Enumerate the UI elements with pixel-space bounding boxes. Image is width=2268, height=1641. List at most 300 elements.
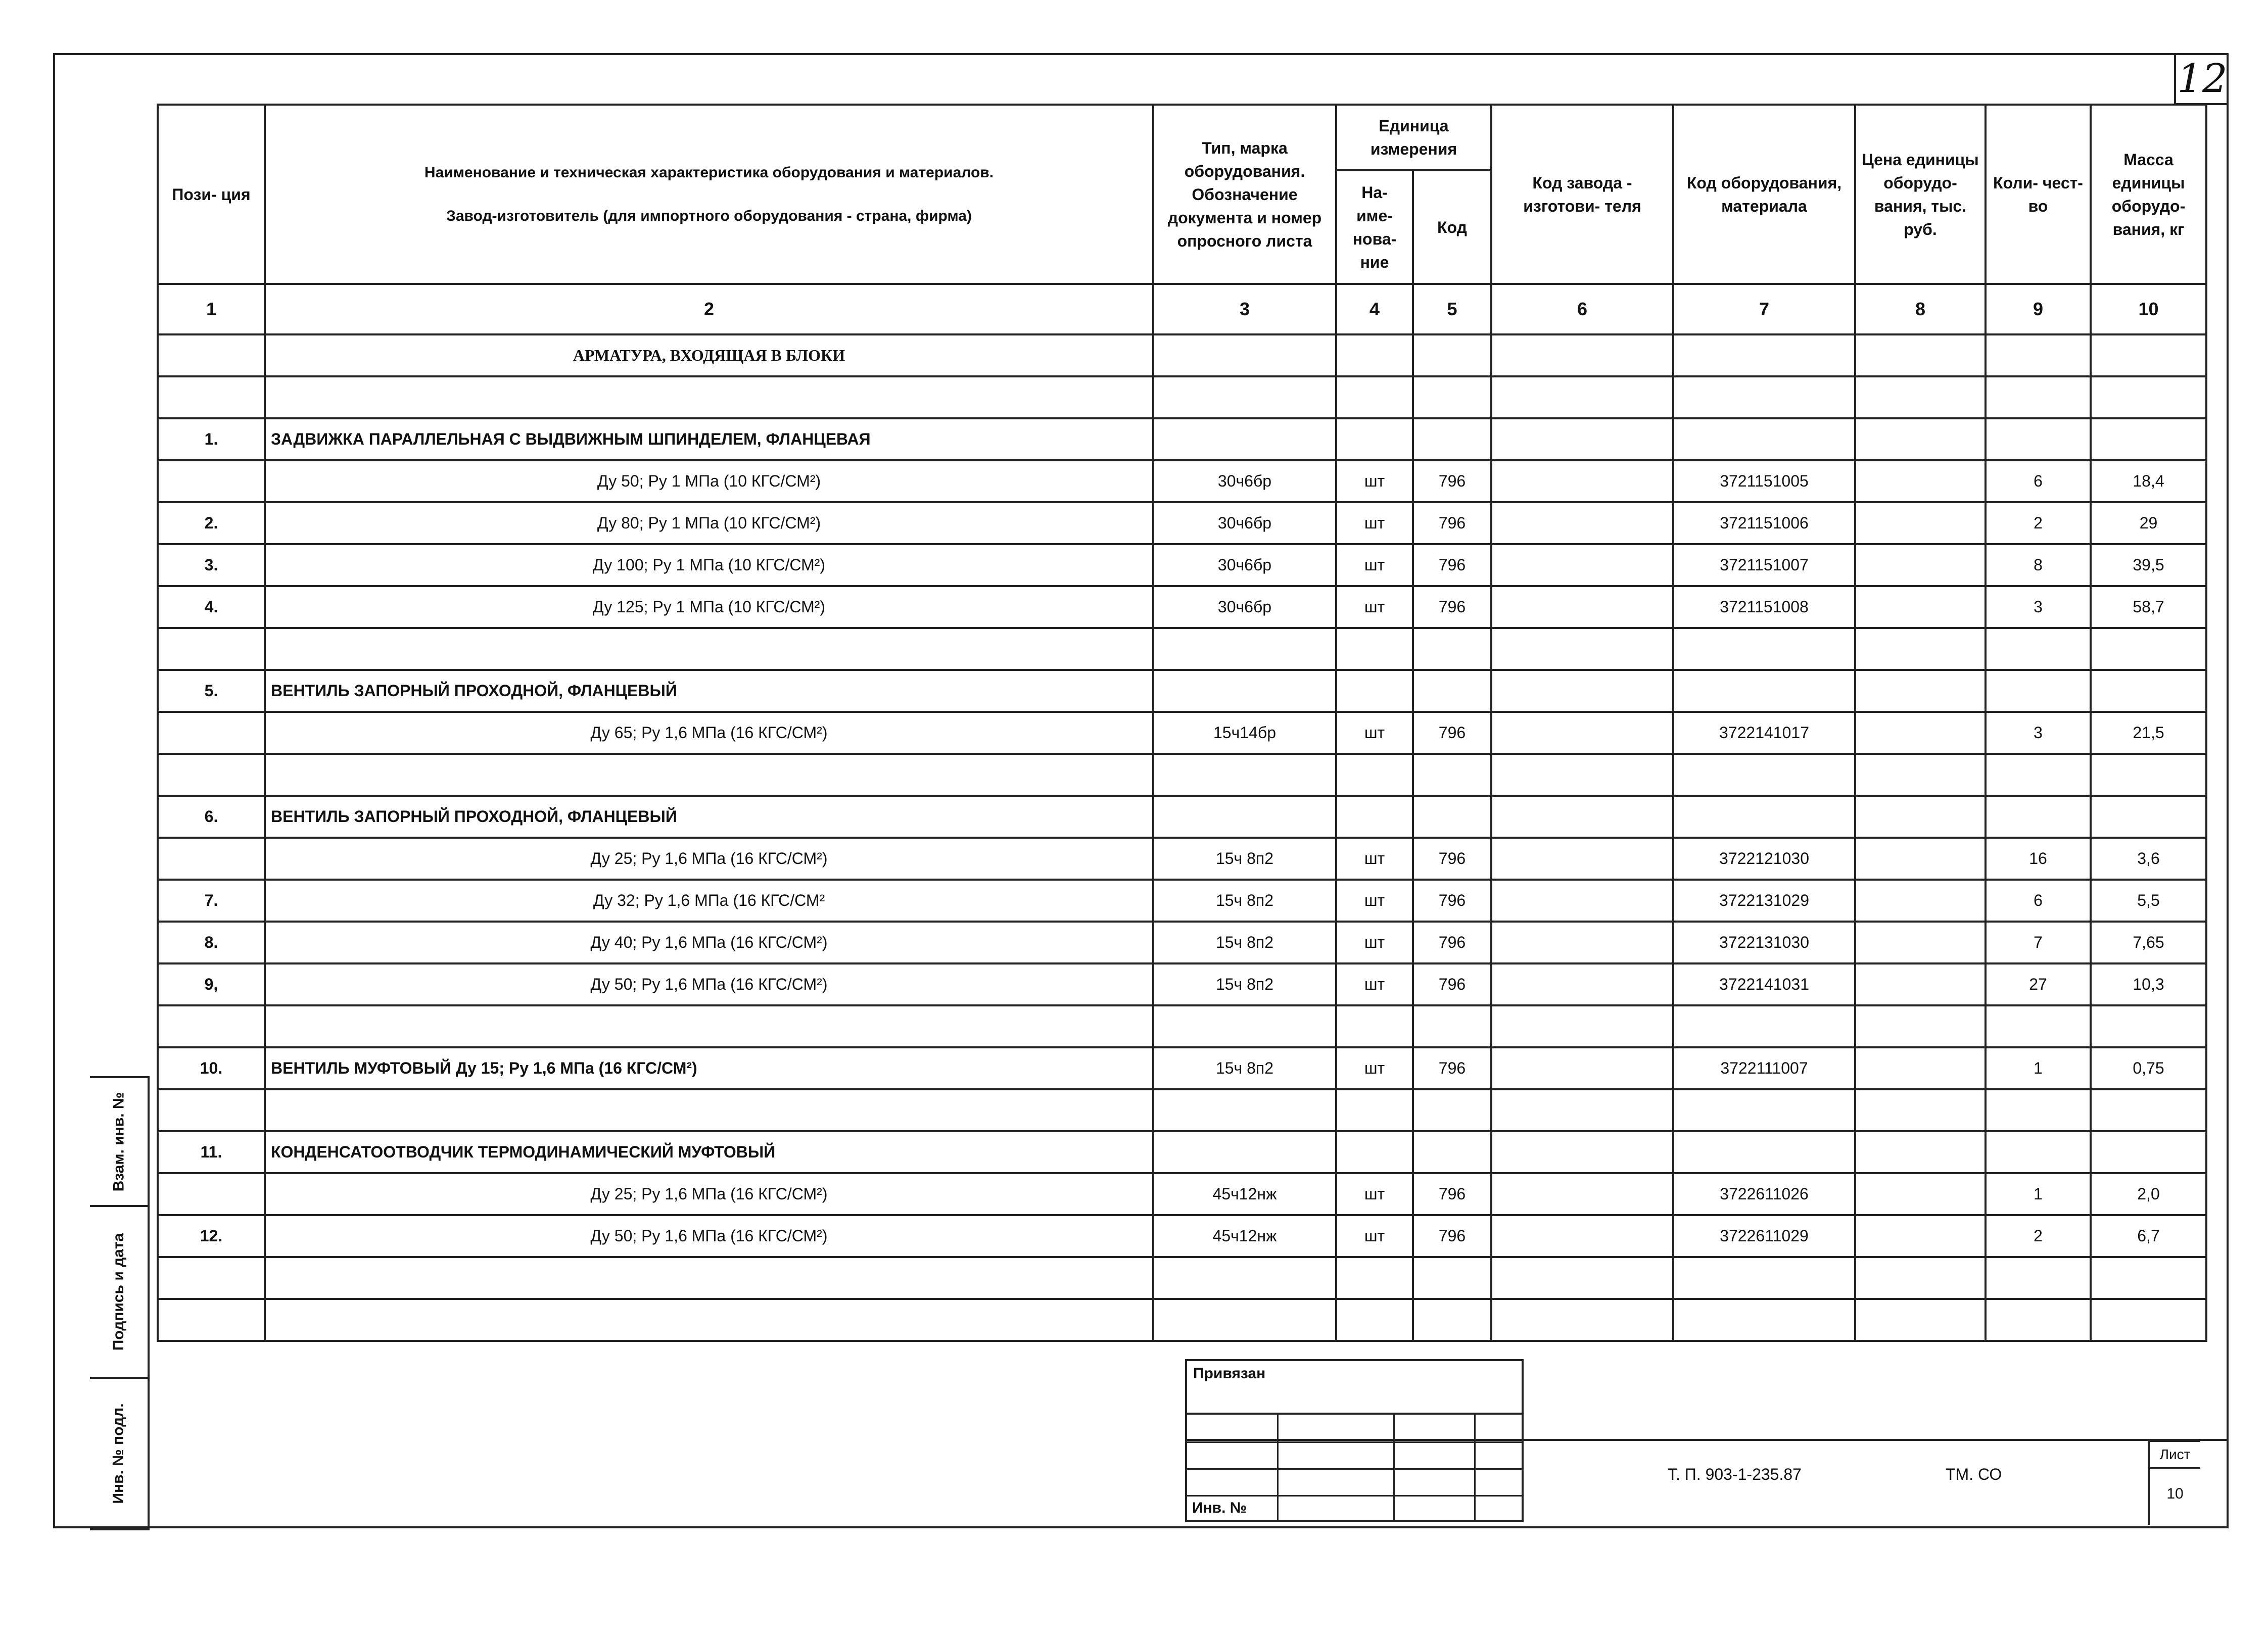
unit-cell (1336, 418, 1413, 460)
name-cell: Ду 32; Ру 1,6 МПа (16 КГС/СМ² (265, 880, 1153, 922)
col-header-mass: Масса единицы оборудо- вания, кг (2091, 105, 2206, 284)
mass-cell (2091, 1005, 2206, 1047)
unit-code-cell (1413, 418, 1491, 460)
price-cell (1855, 1257, 1986, 1299)
stamp-grid (1187, 1415, 1522, 1522)
unit-code-cell (1413, 1131, 1491, 1173)
name-cell (265, 1005, 1153, 1047)
equipment-code-cell: 3722141017 (1673, 712, 1855, 754)
position-cell (158, 1005, 265, 1047)
table-row (158, 1047, 2206, 1089)
plant-code-cell (1491, 1131, 1673, 1173)
unit-cell: шт (1336, 963, 1413, 1005)
mass-cell (2091, 1089, 2206, 1131)
name-cell: ЗАДВИЖКА ПАРАЛЛЕЛЬНАЯ С ВЫДВИЖНЫМ ШПИНДЕЛЕМ, ФЛАНЦЕВАЯ (265, 418, 1153, 460)
document-code: Т. П. 903-1-235.87 (1668, 1465, 1802, 1483)
quantity-cell (1986, 796, 2091, 838)
plant-code-cell (1491, 1215, 1673, 1257)
unit-code-cell: 796 (1413, 963, 1491, 1005)
quantity-cell: 8 (1986, 544, 2091, 586)
plant-code-cell (1491, 1257, 1673, 1299)
table-row (158, 460, 2206, 502)
quantity-cell (1986, 1089, 2091, 1131)
type-cell (1153, 796, 1336, 838)
sheet-number: 10 (2166, 1485, 2184, 1502)
stamp-line (1187, 1468, 1522, 1470)
name-cell: Ду 50; Ру 1,6 МПа (16 КГС/СМ²) (265, 1215, 1153, 1257)
equipment-code-cell: 3722121030 (1673, 838, 1855, 880)
name-cell: КОНДЕНСАТООТВОДЧИК ТЕРМОДИНАМИЧЕСКИЙ МУФТОВЫЙ (265, 1131, 1153, 1173)
unit-cell (1336, 1299, 1413, 1341)
equipment-code-cell (1673, 628, 1855, 670)
type-cell: 15ч 8п2 (1153, 880, 1336, 922)
col-header-type: Тип, марка оборудования. Обозначение документа и номер опросного листа (1153, 105, 1336, 284)
mass-cell (2091, 1131, 2206, 1173)
stamp-line (1277, 1415, 1279, 1522)
price-cell (1855, 754, 1986, 796)
col-header-name-line1: Наименование и техническая характеристика оборудования и материалов. (424, 164, 994, 181)
plant-code-cell (1491, 586, 1673, 628)
type-cell: 30ч6бр (1153, 544, 1336, 586)
stamp-inv-no: Инв. № (1192, 1500, 1247, 1516)
unit-code-cell: 796 (1413, 460, 1491, 502)
plant-code-cell (1491, 334, 1673, 376)
price-cell (1855, 922, 1986, 963)
table-row (158, 838, 2206, 880)
unit-code-cell: 796 (1413, 1173, 1491, 1215)
plant-code-cell (1491, 712, 1673, 754)
price-cell (1855, 1005, 1986, 1047)
plant-code-cell (1491, 544, 1673, 586)
unit-code-cell (1413, 1299, 1491, 1341)
position-cell: 2. (158, 502, 265, 544)
price-cell (1855, 376, 1986, 418)
column-number: 5 (1413, 284, 1491, 334)
stamp-line (1187, 1495, 1522, 1497)
position-cell: 12. (158, 1215, 265, 1257)
position-cell: 3. (158, 544, 265, 586)
col-header-name-line2: Завод-изготовитель (для импортного оборудования - страна, фирма) (446, 207, 972, 224)
type-cell (1153, 1089, 1336, 1131)
col-header-unit-name: На- име- нова- ние (1336, 170, 1413, 284)
quantity-cell: 27 (1986, 963, 2091, 1005)
price-cell (1855, 418, 1986, 460)
name-cell: ВЕНТИЛЬ ЗАПОРНЫЙ ПРОХОДНОЙ, ФЛАНЦЕВЫЙ (265, 670, 1153, 712)
mass-cell: 7,65 (2091, 922, 2206, 963)
price-cell (1855, 502, 1986, 544)
name-cell: Ду 80; Ру 1 МПа (10 КГС/СМ²) (265, 502, 1153, 544)
name-cell (265, 628, 1153, 670)
equipment-code-cell: 3721151006 (1673, 502, 1855, 544)
quantity-cell: 16 (1986, 838, 2091, 880)
mass-cell (2091, 334, 2206, 376)
plant-code-cell (1491, 1047, 1673, 1089)
position-cell (158, 334, 265, 376)
price-cell (1855, 963, 1986, 1005)
name-cell: Ду 25; Ру 1,6 МПа (16 КГС/СМ²) (265, 838, 1153, 880)
plant-code-cell (1491, 670, 1673, 712)
name-cell (265, 1089, 1153, 1131)
unit-code-cell: 796 (1413, 922, 1491, 963)
table-row (158, 1299, 2206, 1341)
position-cell: 10. (158, 1047, 265, 1089)
type-cell (1153, 670, 1336, 712)
equipment-code-cell: 3722131030 (1673, 922, 1855, 963)
price-cell (1855, 1215, 1986, 1257)
equipment-code-cell: 3721151005 (1673, 460, 1855, 502)
column-number: 3 (1153, 284, 1336, 334)
plant-code-cell (1491, 502, 1673, 544)
table-row (158, 754, 2206, 796)
price-cell (1855, 460, 1986, 502)
position-cell (158, 1257, 265, 1299)
price-cell (1855, 1047, 1986, 1089)
side-label-signature: Подпись и дата (90, 1207, 150, 1379)
unit-cell (1336, 796, 1413, 838)
position-cell (158, 1299, 265, 1341)
equipment-code-cell: 3722141031 (1673, 963, 1855, 1005)
name-cell: Ду 65; Ру 1,6 МПа (16 КГС/СМ²) (265, 712, 1153, 754)
plant-code-cell (1491, 376, 1673, 418)
type-cell (1153, 754, 1336, 796)
quantity-cell: 2 (1986, 502, 2091, 544)
position-cell (158, 1173, 265, 1215)
sheet-label: Лист (2150, 1442, 2200, 1469)
plant-code-cell (1491, 796, 1673, 838)
table-row (158, 1215, 2206, 1257)
plant-code-cell (1491, 963, 1673, 1005)
table-row (158, 963, 2206, 1005)
table-row (158, 796, 2206, 838)
quantity-cell: 6 (1986, 880, 2091, 922)
name-cell: Ду 50; Ру 1,6 МПа (16 КГС/СМ²) (265, 963, 1153, 1005)
type-cell: 30ч6бр (1153, 586, 1336, 628)
position-cell: 9, (158, 963, 265, 1005)
equipment-code-cell: 3721151008 (1673, 586, 1855, 628)
price-cell (1855, 1299, 1986, 1341)
equipment-code-cell: 3721151007 (1673, 544, 1855, 586)
name-cell (265, 376, 1153, 418)
unit-code-cell (1413, 1089, 1491, 1131)
document-mark: ТМ. СО (1946, 1465, 2002, 1483)
unit-cell (1336, 376, 1413, 418)
quantity-cell (1986, 1257, 2091, 1299)
quantity-cell: 1 (1986, 1047, 2091, 1089)
price-cell (1855, 586, 1986, 628)
column-number: 7 (1673, 284, 1855, 334)
mass-cell (2091, 418, 2206, 460)
name-cell: ВЕНТИЛЬ ЗАПОРНЫЙ ПРОХОДНОЙ, ФЛАНЦЕВЫЙ (265, 796, 1153, 838)
stamp-line (1474, 1415, 1476, 1522)
position-cell (158, 628, 265, 670)
price-cell (1855, 334, 1986, 376)
position-cell (158, 838, 265, 880)
mass-cell: 18,4 (2091, 460, 2206, 502)
type-cell (1153, 1299, 1336, 1341)
price-cell (1855, 1131, 1986, 1173)
quantity-cell (1986, 1005, 2091, 1047)
table-row (158, 1173, 2206, 1215)
position-cell: 1. (158, 418, 265, 460)
name-cell: Ду 100; Ру 1 МПа (10 КГС/СМ²) (265, 544, 1153, 586)
equipment-code-cell (1673, 1005, 1855, 1047)
type-cell (1153, 418, 1336, 460)
type-cell: 30ч6бр (1153, 460, 1336, 502)
mass-cell (2091, 754, 2206, 796)
unit-cell: шт (1336, 712, 1413, 754)
position-cell (158, 754, 265, 796)
column-number: 8 (1855, 284, 1986, 334)
position-cell (158, 460, 265, 502)
quantity-cell (1986, 418, 2091, 460)
equipment-code-cell (1673, 418, 1855, 460)
price-cell (1855, 838, 1986, 880)
type-cell (1153, 1005, 1336, 1047)
price-cell (1855, 1173, 1986, 1215)
unit-cell (1336, 754, 1413, 796)
table-row (158, 334, 2206, 376)
col-header-name (265, 105, 1153, 284)
position-cell: 11. (158, 1131, 265, 1173)
position-cell (158, 376, 265, 418)
type-cell: 15ч 8п2 (1153, 922, 1336, 963)
mass-cell: 21,5 (2091, 712, 2206, 754)
mass-cell: 10,3 (2091, 963, 2206, 1005)
quantity-cell (1986, 376, 2091, 418)
plant-code-cell (1491, 838, 1673, 880)
col-header-unit: Единица измерения (1336, 105, 1491, 170)
type-cell (1153, 334, 1336, 376)
unit-code-cell (1413, 334, 1491, 376)
col-header-position: Пози- ция (158, 105, 265, 284)
type-cell (1153, 1131, 1336, 1173)
mass-cell: 2,0 (2091, 1173, 2206, 1215)
unit-code-cell: 796 (1413, 586, 1491, 628)
plant-code-cell (1491, 1089, 1673, 1131)
unit-code-cell: 796 (1413, 880, 1491, 922)
plant-code-cell (1491, 1299, 1673, 1341)
unit-code-cell (1413, 1257, 1491, 1299)
col-header-unit-code: Код (1413, 170, 1491, 284)
quantity-cell: 2 (1986, 1215, 2091, 1257)
price-cell (1855, 712, 1986, 754)
unit-cell: шт (1336, 1173, 1413, 1215)
unit-cell: шт (1336, 1215, 1413, 1257)
side-label-vzam: Взам. инв. № (90, 1078, 150, 1207)
table-row (158, 670, 2206, 712)
type-cell (1153, 376, 1336, 418)
mass-cell: 0,75 (2091, 1047, 2206, 1089)
name-cell (265, 754, 1153, 796)
corner-sheet-number: 12 (2174, 55, 2229, 105)
mass-cell (2091, 796, 2206, 838)
price-cell (1855, 880, 1986, 922)
column-numbers-row (158, 284, 2206, 334)
equipment-code-cell (1673, 376, 1855, 418)
type-cell (1153, 628, 1336, 670)
quantity-cell: 1 (1986, 1173, 2091, 1215)
equipment-code-cell (1673, 1089, 1855, 1131)
col-header-price: Цена единицы оборудо- вания, тыс. руб. (1855, 105, 1986, 284)
equipment-code-cell: 3722131029 (1673, 880, 1855, 922)
unit-code-cell: 796 (1413, 712, 1491, 754)
name-cell: Ду 25; Ру 1,6 МПа (16 КГС/СМ²) (265, 1173, 1153, 1215)
equipment-code-cell (1673, 1257, 1855, 1299)
position-cell: 5. (158, 670, 265, 712)
column-number: 2 (265, 284, 1153, 334)
mass-cell: 3,6 (2091, 838, 2206, 880)
column-number: 4 (1336, 284, 1413, 334)
unit-cell: шт (1336, 586, 1413, 628)
column-number: 9 (1986, 284, 2091, 334)
plant-code-cell (1491, 1173, 1673, 1215)
stamp-line (1393, 1415, 1395, 1522)
mass-cell: 39,5 (2091, 544, 2206, 586)
table-row (158, 712, 2206, 754)
column-number: 6 (1491, 284, 1673, 334)
price-cell (1855, 670, 1986, 712)
mass-cell (2091, 1257, 2206, 1299)
mass-cell: 29 (2091, 502, 2206, 544)
equipment-code-cell (1673, 670, 1855, 712)
mass-cell (2091, 670, 2206, 712)
equipment-code-cell: 3722611029 (1673, 1215, 1855, 1257)
unit-cell: шт (1336, 922, 1413, 963)
mass-cell: 58,7 (2091, 586, 2206, 628)
table-row (158, 1257, 2206, 1299)
price-cell (1855, 796, 1986, 838)
unit-code-cell: 796 (1413, 1047, 1491, 1089)
position-cell: 4. (158, 586, 265, 628)
equipment-code-cell (1673, 1131, 1855, 1173)
position-cell: 8. (158, 922, 265, 963)
table-row (158, 376, 2206, 418)
equipment-code-cell (1673, 334, 1855, 376)
table-row (158, 628, 2206, 670)
column-number: 1 (158, 284, 265, 334)
type-cell: 45ч12нж (1153, 1215, 1336, 1257)
position-cell: 7. (158, 880, 265, 922)
position-cell (158, 1089, 265, 1131)
stamp-line (1187, 1441, 1522, 1443)
type-cell: 15ч14бр (1153, 712, 1336, 754)
specification-table (157, 104, 2207, 1342)
price-cell (1855, 1089, 1986, 1131)
mass-cell: 6,7 (2091, 1215, 2206, 1257)
unit-cell: шт (1336, 838, 1413, 880)
equipment-code-cell (1673, 754, 1855, 796)
mass-cell (2091, 628, 2206, 670)
plant-code-cell (1491, 418, 1673, 460)
table-row (158, 922, 2206, 963)
price-cell (1855, 628, 1986, 670)
name-cell: АРМАТУРА, ВХОДЯЩАЯ В БЛОКИ (265, 334, 1153, 376)
name-cell: ВЕНТИЛЬ МУФТОВЫЙ Ду 15; Ру 1,6 МПа (16 КГС/СМ²) (265, 1047, 1153, 1089)
name-cell (265, 1299, 1153, 1341)
unit-cell: шт (1336, 1047, 1413, 1089)
quantity-cell (1986, 1131, 2091, 1173)
side-labels (90, 1076, 150, 1530)
table-row (158, 880, 2206, 922)
table-row (158, 1005, 2206, 1047)
unit-code-cell: 796 (1413, 544, 1491, 586)
quantity-cell (1986, 1299, 2091, 1341)
unit-cell (1336, 1089, 1413, 1131)
plant-code-cell (1491, 880, 1673, 922)
column-number: 10 (2091, 284, 2206, 334)
unit-code-cell: 796 (1413, 502, 1491, 544)
equipment-code-cell: 3722611026 (1673, 1173, 1855, 1215)
name-cell: Ду 40; Ру 1,6 МПа (16 КГС/СМ²) (265, 922, 1153, 963)
side-label-inv-podl: Инв. № подл. (90, 1379, 150, 1530)
mass-cell: 5,5 (2091, 880, 2206, 922)
table-row (158, 544, 2206, 586)
table-row (158, 502, 2206, 544)
type-cell (1153, 1257, 1336, 1299)
quantity-cell: 3 (1986, 586, 2091, 628)
quantity-cell: 6 (1986, 460, 2091, 502)
quantity-cell: 3 (1986, 712, 2091, 754)
sheet-box (2148, 1440, 2200, 1525)
quantity-cell (1986, 754, 2091, 796)
unit-cell (1336, 628, 1413, 670)
unit-cell: шт (1336, 460, 1413, 502)
col-header-quantity: Коли- чест- во (1986, 105, 2091, 284)
plant-code-cell (1491, 922, 1673, 963)
position-cell (158, 712, 265, 754)
type-cell: 30ч6бр (1153, 502, 1336, 544)
unit-code-cell (1413, 796, 1491, 838)
unit-code-cell: 796 (1413, 1215, 1491, 1257)
name-cell (265, 1257, 1153, 1299)
type-cell: 45ч12нж (1153, 1173, 1336, 1215)
quantity-cell (1986, 628, 2091, 670)
table-row (158, 418, 2206, 460)
unit-cell: шт (1336, 544, 1413, 586)
table-row (158, 1089, 2206, 1131)
unit-code-cell (1413, 628, 1491, 670)
quantity-cell (1986, 334, 2091, 376)
unit-cell (1336, 1131, 1413, 1173)
plant-code-cell (1491, 460, 1673, 502)
unit-cell (1336, 334, 1413, 376)
unit-cell (1336, 1257, 1413, 1299)
unit-cell: шт (1336, 880, 1413, 922)
type-cell: 15ч 8п2 (1153, 1047, 1336, 1089)
equipment-code-cell (1673, 1299, 1855, 1341)
type-cell: 15ч 8п2 (1153, 963, 1336, 1005)
quantity-cell (1986, 670, 2091, 712)
type-cell: 15ч 8п2 (1153, 838, 1336, 880)
unit-code-cell (1413, 754, 1491, 796)
binding-stamp (1185, 1359, 1524, 1522)
col-header-plant-code: Код завода - изготови- теля (1491, 105, 1673, 284)
unit-cell: шт (1336, 502, 1413, 544)
col-header-equipment-code: Код оборудования, материала (1673, 105, 1855, 284)
unit-code-cell: 796 (1413, 838, 1491, 880)
equipment-code-cell: 3722111007 (1673, 1047, 1855, 1089)
name-cell: Ду 50; Ру 1 МПа (10 КГС/СМ²) (265, 460, 1153, 502)
equipment-code-cell (1673, 796, 1855, 838)
plant-code-cell (1491, 754, 1673, 796)
name-cell: Ду 125; Ру 1 МПа (10 КГС/СМ²) (265, 586, 1153, 628)
price-cell (1855, 544, 1986, 586)
plant-code-cell (1491, 628, 1673, 670)
plant-code-cell (1491, 1005, 1673, 1047)
table-row (158, 1131, 2206, 1173)
unit-code-cell (1413, 670, 1491, 712)
unit-code-cell (1413, 1005, 1491, 1047)
